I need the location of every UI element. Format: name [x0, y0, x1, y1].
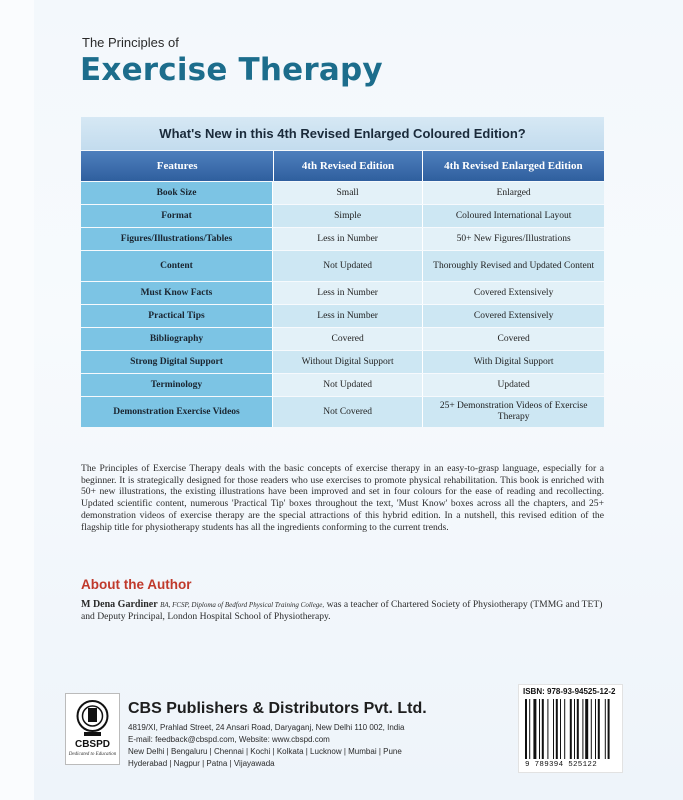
enlarged-edition-cell: 50+ New Figures/Illustrations [423, 228, 604, 250]
revised-edition-cell: Covered [273, 328, 423, 350]
table-row [81, 397, 604, 427]
revised-edition-cell: Not Updated [273, 374, 423, 396]
barcode-bar [542, 699, 544, 759]
feature-cell: Content [81, 251, 273, 281]
barcode-bar [585, 699, 588, 759]
publisher-address: 4819/XI, Prahlad Street, 24 Ansari Road, Daryaganj, New Delhi 110 002, India [128, 723, 405, 732]
author-bio [81, 599, 604, 623]
barcode-bar [525, 699, 527, 759]
isbn-barcode-box [518, 684, 623, 773]
barcode-bar [539, 699, 540, 759]
enlarged-edition-cell: Enlarged [423, 182, 604, 204]
barcode-bar [556, 699, 558, 759]
table-row [81, 328, 604, 350]
barcode-bar [564, 699, 565, 759]
barcode-bar [574, 699, 575, 759]
publisher-cities-1: New Delhi | Bengaluru | Chennai | Kochi | Kolkata | Lucknow | Mumbai | Pune [128, 747, 402, 756]
book-title: Exercise Therapy [80, 52, 383, 88]
isbn-digits: 9 789394 525122 [525, 761, 598, 769]
revised-edition-cell: Small [273, 182, 423, 204]
logo-tagline: Dedicated to Education [68, 752, 117, 757]
book-description: The Principles of Exercise Therapy deals with the basic concepts of exercise therapy in an easy-to-grasp language, especially for a beginner. It is strategically designed for those readers who use exercises to promote physical rehabilitation. This book is enriched with 50+ new illustrations, the existing illustrations have been improved and set in four colours for the ease of reading and recollecting. Updated scientific content, numerous 'Practical Tip' boxes throughout the text, 'Must Know' boxes across all the chapters, and 25+ demonstration videos of exercise therapy are the special attractions of this hybrid edition. In a nutshell, this revised edition of the flagship title for physiotherapy students has all the ingredients conforming to the current trends. [81, 463, 604, 533]
isbn-label: ISBN: 978-93-94525-12-2 [523, 687, 616, 696]
enlarged-edition-cell: 25+ Demonstration Videos of Exercise Therapy [423, 397, 604, 427]
enlarged-edition-cell: Updated [423, 374, 604, 396]
book-subtitle: The Principles of [82, 35, 179, 50]
table-row [81, 205, 604, 227]
comparison-table [81, 117, 604, 427]
publisher-logo [65, 693, 120, 765]
feature-cell: Demonstration Exercise Videos [81, 397, 273, 427]
table-row [81, 251, 604, 281]
barcode-bar [553, 699, 554, 759]
revised-edition-cell: Simple [273, 205, 423, 227]
enlarged-edition-cell: Covered [423, 328, 604, 350]
enlarged-edition-cell: Coloured International Layout [423, 205, 604, 227]
feature-cell: Figures/Illustrations/Tables [81, 228, 273, 250]
barcode-bar [547, 699, 548, 759]
author-name: M Dena Gardiner [81, 599, 158, 610]
feature-cell: Book Size [81, 182, 273, 204]
revised-edition-cell: Less in Number [273, 228, 423, 250]
barcode-bar [608, 699, 610, 759]
enlarged-edition-cell: Covered Extensively [423, 282, 604, 304]
enlarged-edition-cell: Covered Extensively [423, 305, 604, 327]
author-bio-text: was a teacher of Chartered Society of Physiotherapy (TMMG and TET) and Deputy Principal, London Hospital School of Physiotherapy. [81, 599, 603, 622]
table-row [81, 374, 604, 396]
table-body [81, 182, 604, 427]
publisher-cities-2: Hyderabad | Nagpur | Patna | Vijayawada [128, 759, 275, 768]
barcode-bar [560, 699, 561, 759]
feature-cell: Bibliography [81, 328, 273, 350]
barcode-bar [570, 699, 572, 759]
table-heading: What's New in this 4th Revised Enlarged Coloured Edition? [81, 117, 604, 150]
revised-edition-cell: Without Digital Support [273, 351, 423, 373]
feature-cell: Practical Tips [81, 305, 273, 327]
barcode-bar [591, 699, 592, 759]
revised-edition-cell: Not Covered [273, 397, 423, 427]
table-row [81, 351, 604, 373]
revised-edition-cell: Less in Number [273, 305, 423, 327]
column-header-4th-enlarged: 4th Revised Enlarged Edition [423, 151, 604, 181]
barcode-bar [577, 699, 579, 759]
feature-cell: Terminology [81, 374, 273, 396]
column-header-4th-revised: 4th Revised Edition [274, 151, 422, 181]
barcode-bar [595, 699, 596, 759]
author-credentials: BA, FCSP, Diploma of Bedford Physical Training College, [160, 601, 325, 609]
publisher-contact: E-mail: feedback@cbspd.com, Website: www.cbspd.com [128, 735, 330, 744]
enlarged-edition-cell: With Digital Support [423, 351, 604, 373]
barcode-bar [529, 699, 530, 759]
feature-cell: Must Know Facts [81, 282, 273, 304]
table-header-row [81, 151, 604, 181]
barcode-bar [605, 699, 606, 759]
table-row [81, 182, 604, 204]
revised-edition-cell: Less in Number [273, 282, 423, 304]
feature-cell: Format [81, 205, 273, 227]
barcode-bar [582, 699, 583, 759]
table-row [81, 282, 604, 304]
table-row [81, 305, 604, 327]
barcode-bar [598, 699, 600, 759]
logo-text: CBSPD [74, 739, 110, 750]
about-author-heading: About the Author [81, 577, 192, 592]
barcode-bar [533, 699, 536, 759]
column-header-features: Features [81, 151, 274, 181]
enlarged-edition-cell: Thoroughly Revised and Updated Content [423, 251, 604, 281]
table-row [81, 228, 604, 250]
barcode-icon [525, 699, 617, 759]
revised-edition-cell: Not Updated [273, 251, 423, 281]
feature-cell: Strong Digital Support [81, 351, 273, 373]
publisher-name: CBS Publishers & Distributors Pvt. Ltd. [128, 700, 427, 717]
